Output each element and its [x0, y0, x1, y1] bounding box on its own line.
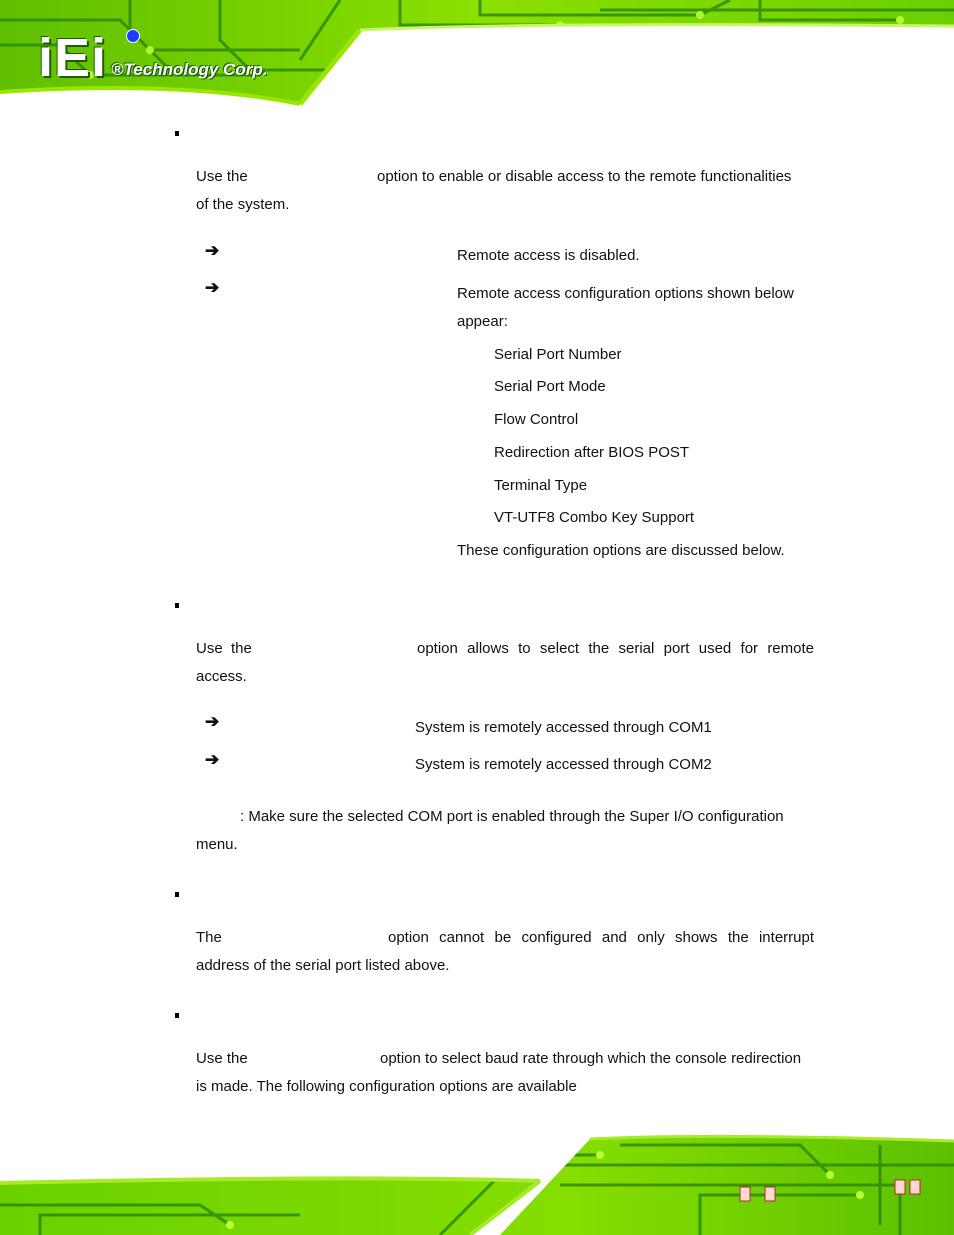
serial-port-mode-intro-line2: is made. The following configuration options are available — [196, 1078, 577, 1095]
base-address-intro-left: The — [196, 929, 222, 946]
sub-option-item: Redirection after BIOS POST — [494, 444, 690, 461]
option-arrow-icon: ➔ — [205, 278, 220, 297]
circuit-board-footer-graphic — [0, 1125, 954, 1235]
serial-port-number-intro-line2: access. — [196, 668, 247, 685]
logo-mark: iEi — [38, 28, 108, 88]
option-arrow-icon: ➔ — [205, 750, 220, 769]
remote-access-closing: These configuration options are discussed below. — [457, 542, 785, 559]
option-description: Remote access configuration options shown below — [457, 285, 794, 302]
base-address-intro-line2: address of the serial port listed above. — [196, 957, 450, 974]
section-bullet-serial-port-mode — [175, 1013, 179, 1018]
sub-option-item: Serial Port Mode — [494, 378, 606, 395]
base-address-intro-right: option cannot be configured and only shows the interrupt — [388, 929, 814, 946]
serial-port-note-line2: menu. — [196, 836, 238, 853]
option-description: System is remotely accessed through COM1 — [415, 719, 712, 736]
section-bullet-remote-access — [175, 131, 179, 136]
option-description-continued: appear: — [457, 313, 508, 330]
page-header — [0, 0, 954, 112]
sub-option-item: Serial Port Number — [494, 346, 622, 363]
company-logo — [38, 28, 268, 88]
section-bullet-base-address — [175, 892, 179, 897]
sub-option-item: VT-UTF8 Combo Key Support — [494, 509, 695, 526]
option-arrow-icon: ➔ — [205, 241, 220, 260]
serial-port-note: : Make sure the selected COM port is enabled through the Super I/O configuration — [240, 808, 784, 825]
sub-option-item: Flow Control — [494, 411, 579, 428]
sub-option-item: Terminal Type — [494, 477, 588, 494]
serial-port-number-intro-word2: the — [231, 640, 252, 657]
remote-access-intro-right: option to enable or disable access to the remote functionalities — [377, 168, 792, 185]
option-arrow-icon: ➔ — [205, 712, 220, 731]
serial-port-number-intro-right: option allows to select the serial port used for remote — [417, 640, 814, 657]
option-description: Remote access is disabled. — [457, 247, 640, 264]
serial-port-number-intro-word1: Use — [196, 640, 223, 657]
page-footer — [0, 1125, 954, 1235]
logo-text: ®Technology Corp. — [111, 60, 268, 79]
section-bullet-serial-port-number — [175, 603, 179, 608]
logo-dot-icon — [126, 29, 140, 43]
remote-access-intro-line2: of the system. — [196, 196, 290, 213]
serial-port-mode-intro-left: Use the — [196, 1050, 248, 1067]
remote-access-intro-left: Use the — [196, 168, 248, 185]
serial-port-mode-intro-right: option to select baud rate through which the console redirection — [380, 1050, 802, 1067]
option-description: System is remotely accessed through COM2 — [415, 756, 712, 773]
